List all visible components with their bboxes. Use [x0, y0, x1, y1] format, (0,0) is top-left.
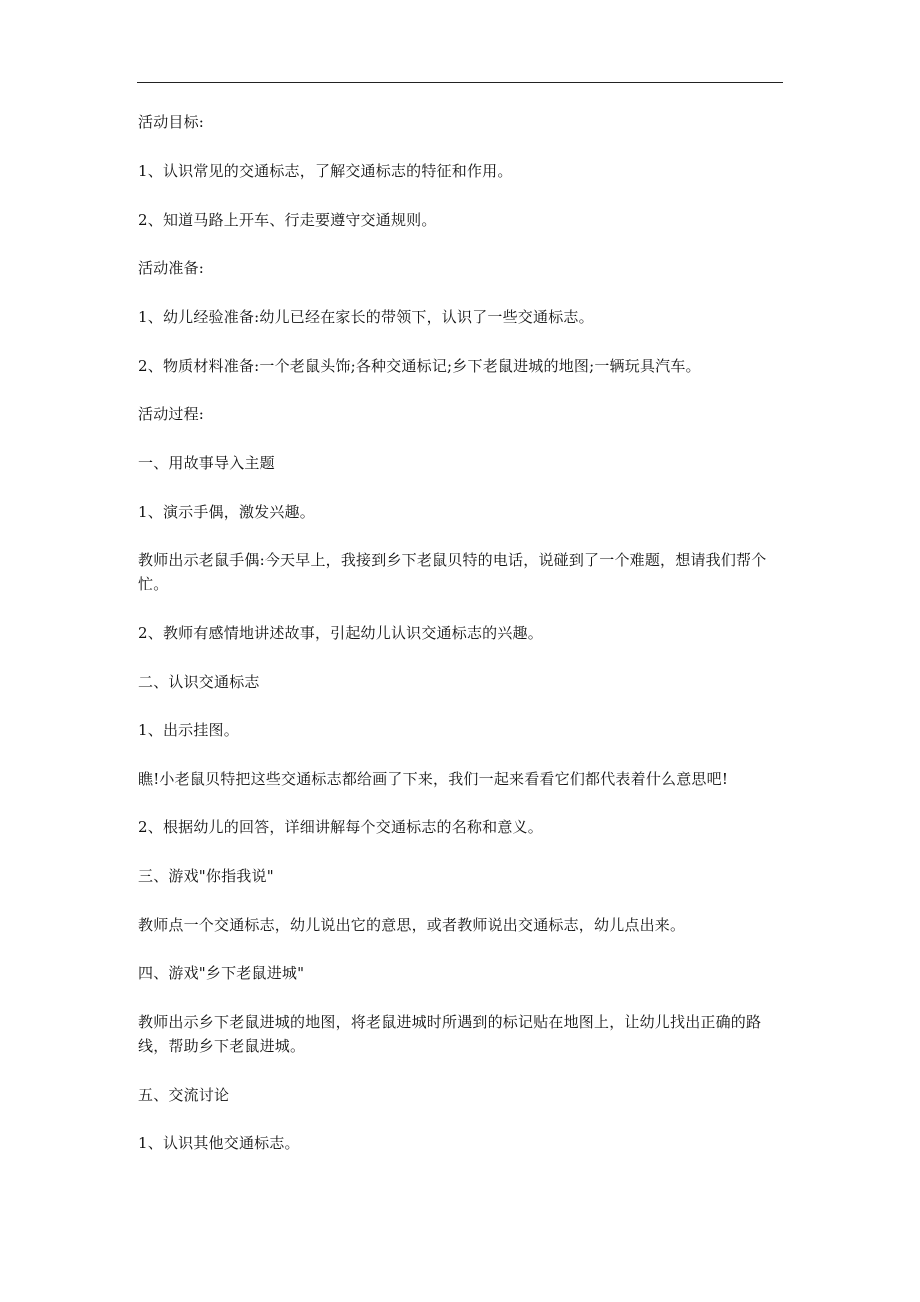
step-1-item-2: 2、教师有感情地讲述故事，引起幼儿认识交通标志的兴趣。: [138, 624, 543, 642]
section-heading-goals: 活动目标:: [138, 113, 205, 131]
step-heading-4: 四、游戏"乡下老鼠进城": [138, 964, 305, 982]
step-2-item-1: 1、出示挂图。: [138, 721, 239, 739]
step-heading-3: 三、游戏"你指我说": [138, 867, 274, 885]
step-1-item-1: 1、演示手偶，激发兴趣。: [138, 503, 315, 521]
step-2-paragraph: 瞧!小老鼠贝特把这些交通标志都给画了下来，我们一起来看看它们都代表着什么意思吧!: [138, 770, 729, 788]
preparation-item-2: 2、物质材料准备:一个老鼠头饰;各种交通标记;乡下老鼠进城的地图;一辆玩具汽车。: [138, 357, 701, 375]
step-2-item-2: 2、根据幼儿的回答，详细讲解每个交通标志的名称和意义。: [138, 818, 543, 836]
step-heading-5: 五、交流讨论: [138, 1086, 230, 1104]
step-4-paragraph: 教师出示乡下老鼠进城的地图，将老鼠进城时所遇到的标记贴在地图上，让幼儿找出正确的路线，帮助乡下老鼠进城。: [138, 1013, 762, 1055]
step-heading-2: 二、认识交通标志: [138, 673, 260, 691]
goal-item-1: 1、认识常见的交通标志，了解交通标志的特征和作用。: [138, 162, 513, 180]
section-heading-preparation: 活动准备:: [138, 259, 205, 277]
preparation-item-1: 1、幼儿经验准备:幼儿已经在家长的带领下，认识了一些交通标志。: [138, 308, 594, 326]
step-3-paragraph: 教师点一个交通标志，幼儿说出它的意思，或者教师说出交通标志，幼儿点出来。: [138, 916, 686, 934]
step-1-paragraph: 教师出示老鼠手偶:今天早上，我接到乡下老鼠贝特的电话，说碰到了一个难题，想请我们帮个忙。: [138, 551, 767, 593]
section-heading-process: 活动过程:: [138, 405, 205, 423]
step-5-item-1: 1、认识其他交通标志。: [138, 1134, 300, 1152]
step-heading-1: 一、用故事导入主题: [138, 454, 275, 472]
header-rule: [137, 82, 783, 83]
goal-item-2: 2、知道马路上开车、行走要遵守交通规则。: [138, 211, 437, 229]
